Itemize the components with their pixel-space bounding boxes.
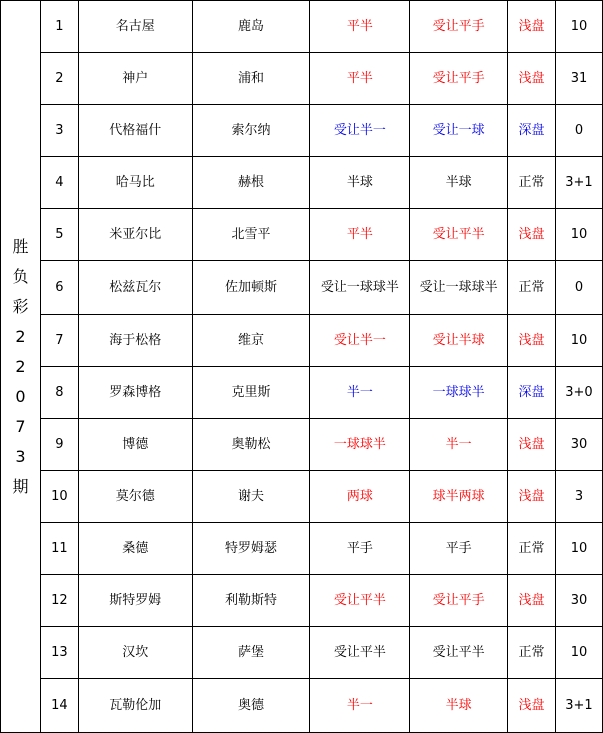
match-number: 12 xyxy=(40,575,78,627)
table-row xyxy=(1,157,603,209)
table-row xyxy=(1,261,603,315)
period-char: 2 xyxy=(15,326,26,346)
away-team: 奥勒松 xyxy=(192,419,310,471)
handicap-cell: 受让半一 xyxy=(310,105,410,157)
depth-cell: 浅盘 xyxy=(508,209,556,261)
period-char: 2 xyxy=(15,356,26,376)
depth-cell: 正常 xyxy=(508,157,556,209)
depth-cell: 正常 xyxy=(508,261,556,315)
score-cell: 0 xyxy=(555,261,602,315)
away-team: 利勒斯特 xyxy=(192,575,310,627)
table-row xyxy=(1,523,603,575)
away-team: 克里斯 xyxy=(192,367,310,419)
match-number: 7 xyxy=(40,315,78,367)
handicap-cell: 受让一球球半 xyxy=(310,261,410,315)
depth-cell: 浅盘 xyxy=(508,679,556,733)
handicap-cell: 一球球半 xyxy=(310,419,410,471)
handicap-cell: 平半 xyxy=(310,53,410,105)
home-team: 汉坎 xyxy=(78,627,192,679)
away-team: 佐加顿斯 xyxy=(192,261,310,315)
away-team: 奥德 xyxy=(192,679,310,733)
home-team: 莫尔德 xyxy=(78,471,192,523)
table-row xyxy=(1,575,603,627)
score-cell: 3+1 xyxy=(555,679,602,733)
table-row xyxy=(1,471,603,523)
period-char: 负 xyxy=(12,266,29,286)
handicap-cell: 平半 xyxy=(310,1,410,53)
period-char: 7 xyxy=(15,416,26,436)
handicap-cell: 受让平半 xyxy=(310,627,410,679)
home-team: 神户 xyxy=(78,53,192,105)
home-team: 名古屋 xyxy=(78,1,192,53)
table-row xyxy=(1,367,603,419)
match-number: 8 xyxy=(40,367,78,419)
handicap-cell: 平半 xyxy=(310,209,410,261)
away-team: 特罗姆瑟 xyxy=(192,523,310,575)
score-cell: 10 xyxy=(555,627,602,679)
score-cell: 0 xyxy=(555,105,602,157)
match-number: 11 xyxy=(40,523,78,575)
away-team: 维京 xyxy=(192,315,310,367)
handicap-change-cell: 受让平半 xyxy=(410,627,508,679)
table-row xyxy=(1,209,603,261)
handicap-change-cell: 受让半球 xyxy=(410,315,508,367)
table-row xyxy=(1,105,603,157)
depth-cell: 正常 xyxy=(508,627,556,679)
depth-cell: 浅盘 xyxy=(508,575,556,627)
away-team: 浦和 xyxy=(192,53,310,105)
table-row xyxy=(1,53,603,105)
match-number: 5 xyxy=(40,209,78,261)
home-team: 斯特罗姆 xyxy=(78,575,192,627)
home-team: 桑德 xyxy=(78,523,192,575)
period-char: 彩 xyxy=(12,296,29,316)
depth-cell: 浅盘 xyxy=(508,53,556,105)
handicap-change-cell: 受让平半 xyxy=(410,209,508,261)
score-cell: 30 xyxy=(555,419,602,471)
period-char: 3 xyxy=(15,446,26,466)
depth-cell: 正常 xyxy=(508,523,556,575)
handicap-change-cell: 平手 xyxy=(410,523,508,575)
table-row xyxy=(1,419,603,471)
match-number: 2 xyxy=(40,53,78,105)
period-label xyxy=(1,1,41,733)
handicap-cell: 半一 xyxy=(310,367,410,419)
handicap-cell: 受让平半 xyxy=(310,575,410,627)
handicap-cell: 受让半一 xyxy=(310,315,410,367)
period-char: 胜 xyxy=(12,236,29,256)
match-number: 4 xyxy=(40,157,78,209)
match-number: 13 xyxy=(40,627,78,679)
score-cell: 3+1 xyxy=(555,157,602,209)
away-team: 赫根 xyxy=(192,157,310,209)
away-team: 北雪平 xyxy=(192,209,310,261)
home-team: 代格福什 xyxy=(78,105,192,157)
score-cell: 10 xyxy=(555,315,602,367)
depth-cell: 浅盘 xyxy=(508,419,556,471)
home-team: 米亚尔比 xyxy=(78,209,192,261)
handicap-change-cell: 球半两球 xyxy=(410,471,508,523)
match-number: 6 xyxy=(40,261,78,315)
handicap-change-cell: 一球球半 xyxy=(410,367,508,419)
depth-cell: 深盘 xyxy=(508,105,556,157)
home-team: 海于松格 xyxy=(78,315,192,367)
table-body xyxy=(1,1,603,733)
home-team: 瓦勒伦加 xyxy=(78,679,192,733)
home-team: 哈马比 xyxy=(78,157,192,209)
handicap-cell: 半球 xyxy=(310,157,410,209)
depth-cell: 浅盘 xyxy=(508,471,556,523)
depth-cell: 浅盘 xyxy=(508,315,556,367)
handicap-change-cell: 受让平手 xyxy=(410,53,508,105)
handicap-change-cell: 受让平手 xyxy=(410,1,508,53)
home-team: 博德 xyxy=(78,419,192,471)
match-number: 14 xyxy=(40,679,78,733)
handicap-change-cell: 半球 xyxy=(410,679,508,733)
handicap-change-cell: 受让一球 xyxy=(410,105,508,157)
table-row xyxy=(1,315,603,367)
table-row xyxy=(1,679,603,733)
away-team: 鹿岛 xyxy=(192,1,310,53)
score-cell: 3 xyxy=(555,471,602,523)
home-team: 松兹瓦尔 xyxy=(78,261,192,315)
table-row xyxy=(1,627,603,679)
handicap-cell: 半一 xyxy=(310,679,410,733)
score-cell: 31 xyxy=(555,53,602,105)
handicap-change-cell: 受让一球球半 xyxy=(410,261,508,315)
score-cell: 10 xyxy=(555,523,602,575)
handicap-change-cell: 半球 xyxy=(410,157,508,209)
handicap-cell: 平手 xyxy=(310,523,410,575)
home-team: 罗森博格 xyxy=(78,367,192,419)
away-team: 索尔纳 xyxy=(192,105,310,157)
score-cell: 10 xyxy=(555,1,602,53)
match-number: 10 xyxy=(40,471,78,523)
away-team: 谢夫 xyxy=(192,471,310,523)
away-team: 萨堡 xyxy=(192,627,310,679)
match-number: 1 xyxy=(40,1,78,53)
handicap-change-cell: 受让平手 xyxy=(410,575,508,627)
depth-cell: 深盘 xyxy=(508,367,556,419)
handicap-cell: 两球 xyxy=(310,471,410,523)
handicap-change-cell: 半一 xyxy=(410,419,508,471)
table-row xyxy=(1,1,603,53)
score-cell: 3+0 xyxy=(555,367,602,419)
period-char: 0 xyxy=(15,386,26,406)
match-number: 9 xyxy=(40,419,78,471)
score-cell: 10 xyxy=(555,209,602,261)
score-cell: 30 xyxy=(555,575,602,627)
period-char: 期 xyxy=(12,476,29,496)
depth-cell: 浅盘 xyxy=(508,1,556,53)
match-number: 3 xyxy=(40,105,78,157)
